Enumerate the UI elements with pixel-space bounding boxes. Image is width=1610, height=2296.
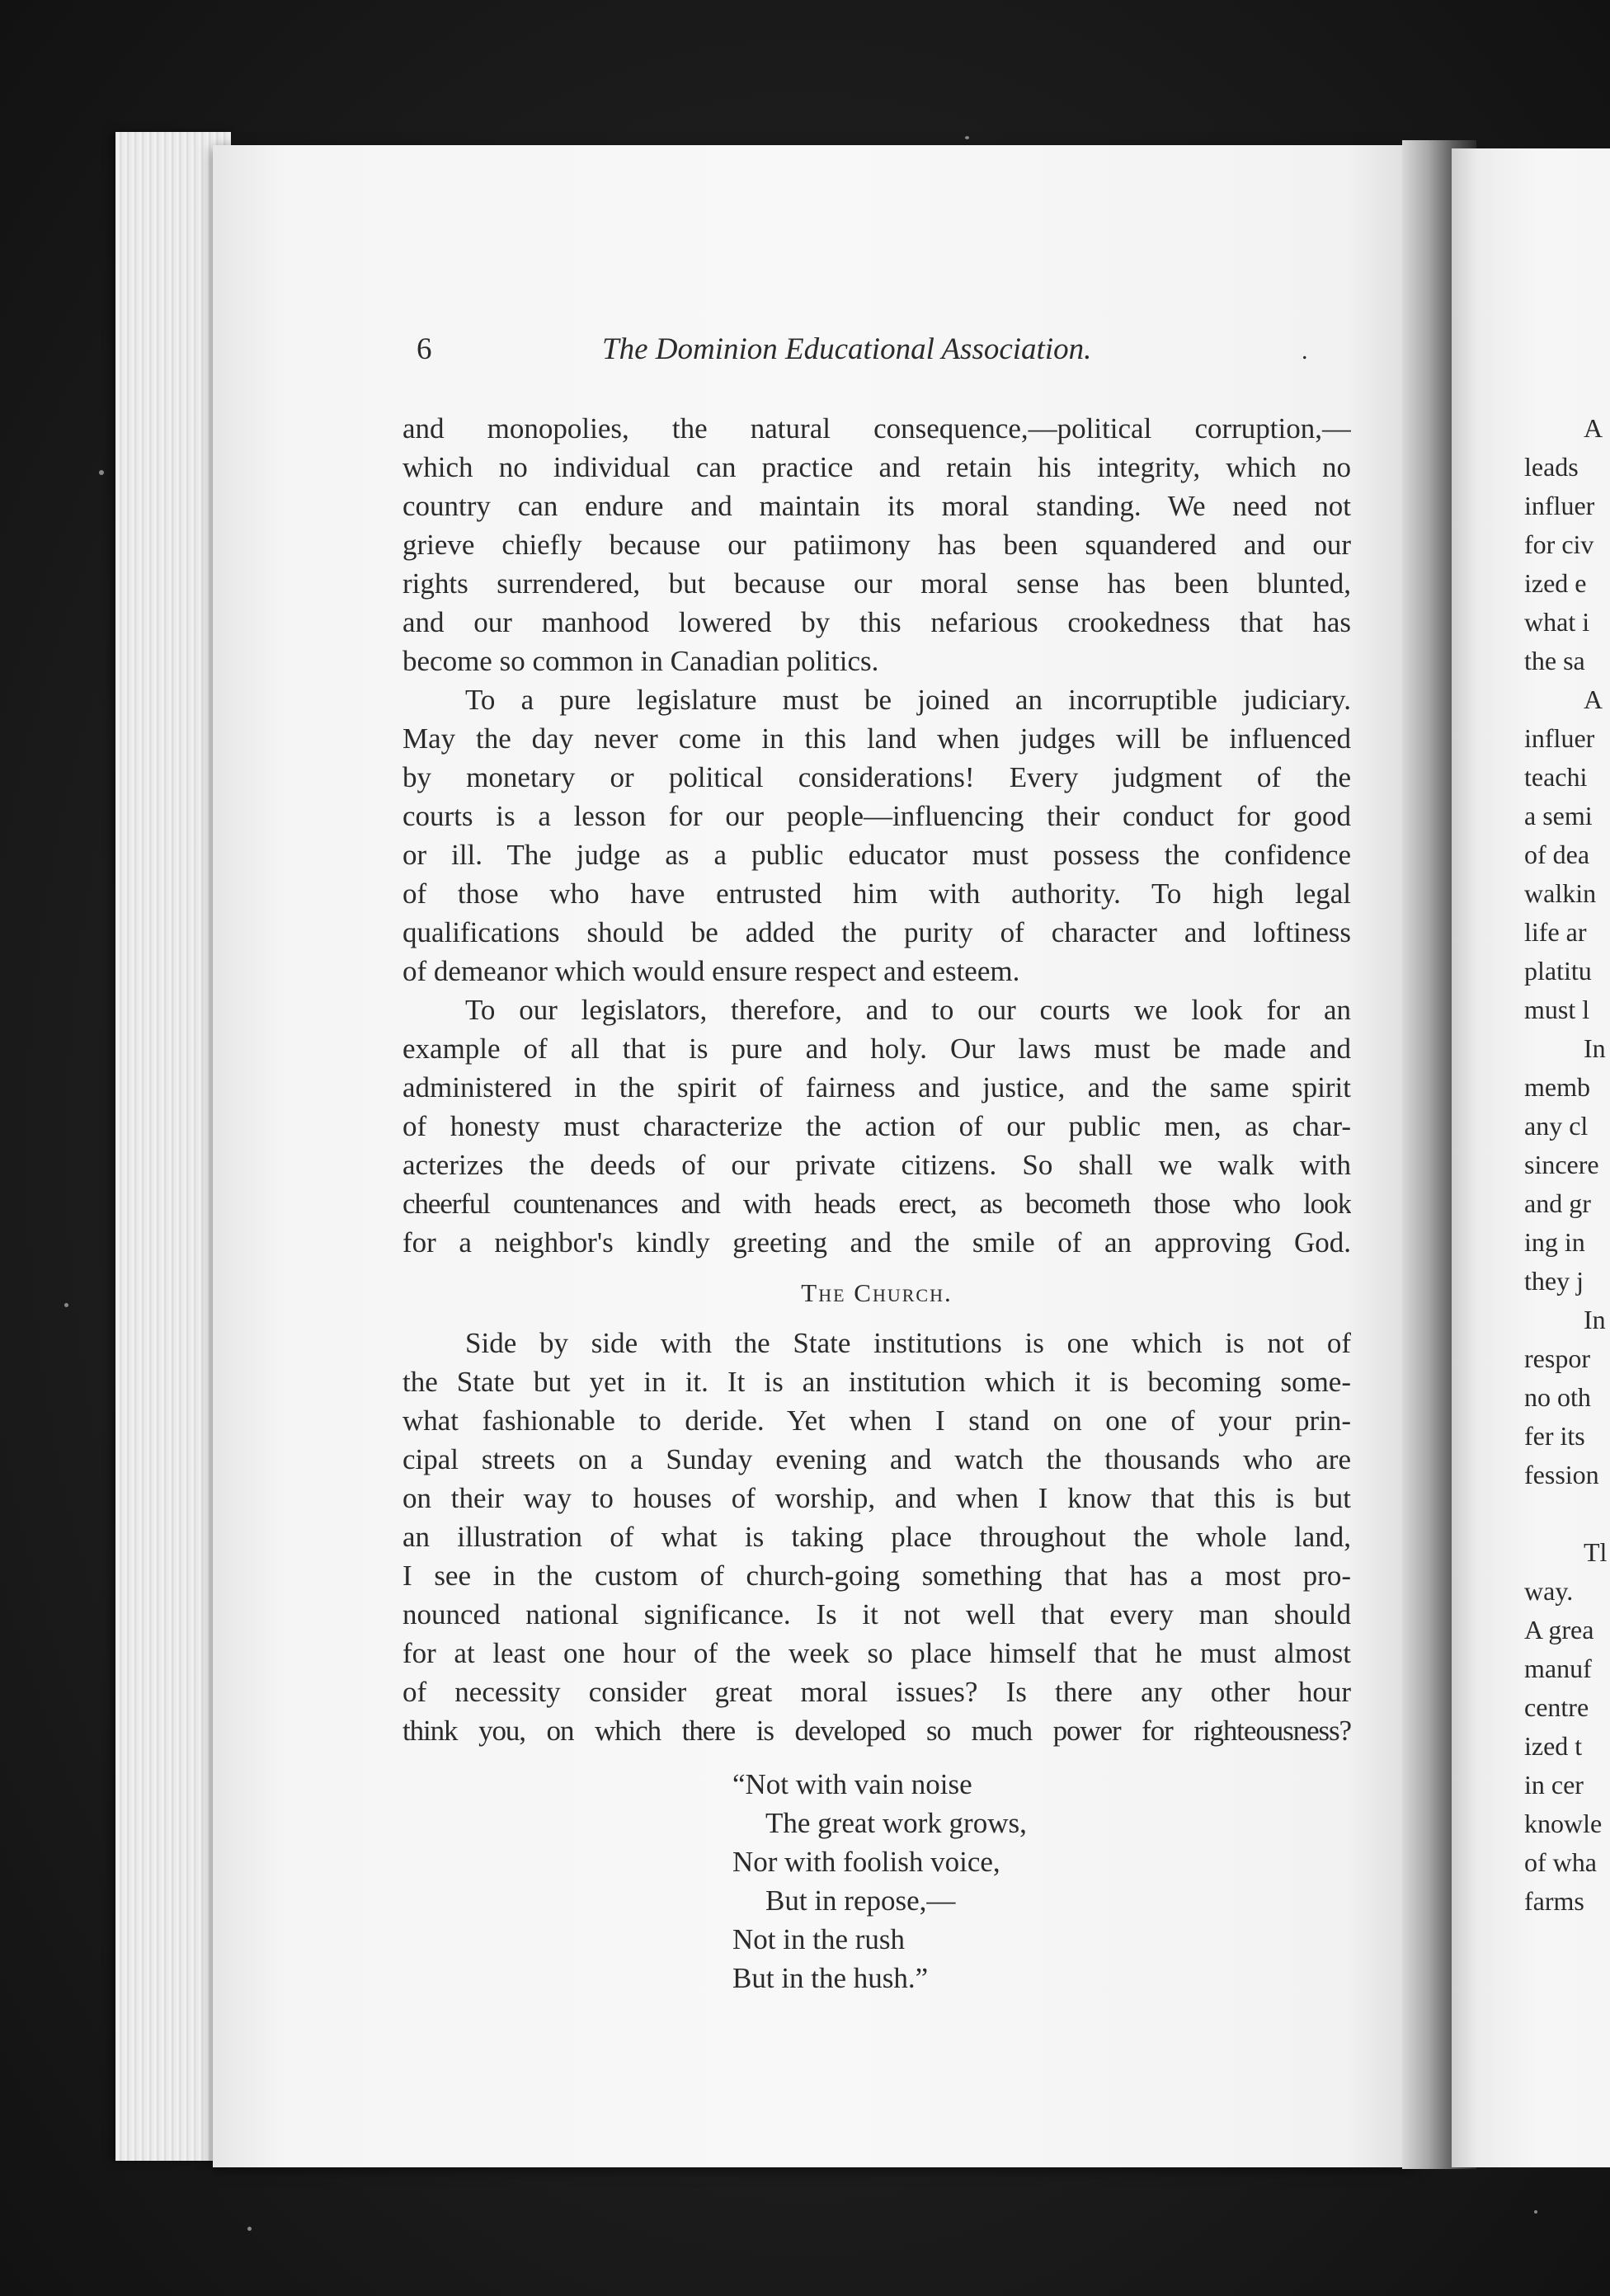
right-page-line-fragment: influer (1524, 723, 1595, 753)
text-line: administered in the spirit of fairness and justice, and the same spirit (402, 1071, 1351, 1103)
right-page-line-fragment: fer its (1524, 1421, 1585, 1451)
right-page-line-fragment: farms (1524, 1886, 1584, 1916)
running-title: The Dominion Educational Association. (602, 332, 1092, 366)
right-page-line-fragment: what i (1524, 607, 1590, 637)
right-page-line-fragment: a semi (1524, 801, 1593, 830)
right-page-line-fragment (1524, 1494, 1610, 1533)
text-line: for a neighbor's kindly greeting and the smile of an approving God. (402, 1226, 1351, 1259)
right-page-line-fragment: influer (1524, 491, 1595, 520)
text-line: country can endure and maintain its moral standing. We need not (402, 490, 1351, 522)
text-line: acterizes the deeds of our private citizens. So shall we walk with (402, 1149, 1351, 1181)
section-heading: The Church. (801, 1278, 953, 1307)
text-line: and our manhood lowered by this nefarious crookedness that has (402, 606, 1351, 638)
text-line: To a pure legislature must be joined an incorruptible judiciary. (465, 684, 1351, 716)
text-line: of honesty must characterize the action of our public men, as char- (402, 1110, 1351, 1142)
paragraph (402, 990, 1351, 1262)
text-line: grieve chiefly because our patiimony has been squandered and our (402, 529, 1351, 561)
text-line: To our legislators, therefore, and to our courts we look for an (465, 994, 1351, 1026)
text-line: the State but yet in it. It is an institution which it is becoming some- (402, 1366, 1351, 1398)
text-line: an illustration of what is taking place throughout the whole land, (402, 1521, 1351, 1553)
right-page-line-fragment: walkin (1524, 878, 1597, 908)
poem-quotation (732, 1765, 1027, 1997)
text-line: for at least one hour of the week so place himself that he must almost (402, 1637, 1351, 1669)
text-line: or ill. The judge as a public educator must possess the confidence (402, 839, 1351, 871)
page-number: 6 (417, 332, 432, 366)
right-page-line-fragment: of wha (1524, 1847, 1597, 1877)
text-line: become so common in Canadian politics. (402, 645, 879, 677)
right-page-line-fragment: no oth (1524, 1382, 1591, 1412)
text-line: May the day never come in this land when judges will be influenced (402, 722, 1351, 755)
right-page-line-fragment: they j (1524, 1266, 1584, 1296)
text-line: what fashionable to deride. Yet when I stand on one of your prin- (402, 1404, 1351, 1437)
text-line: of necessity consider great moral issues? Is there any other hour (402, 1676, 1351, 1708)
right-page-line-fragment: any cl (1524, 1111, 1589, 1141)
text-line: cipal streets on a Sunday evening and watch the thousands who are (402, 1443, 1351, 1475)
text-line: qualifications should be added the purity of character and loftiness (402, 916, 1351, 948)
right-page-line-fragment: sincere (1524, 1150, 1599, 1179)
right-page-text-fragments (1524, 409, 1610, 1921)
right-page-line-fragment: A (1584, 685, 1603, 714)
text-line: think you, on which there is developed so much power for righteousness? (402, 1715, 1351, 1747)
text-line: I see in the custom of church-going something that has a most pro- (402, 1560, 1351, 1592)
poem-line: But in repose,— (765, 1884, 956, 1917)
text-line: rights surrendered, but because our moral sense has been blunted, (402, 567, 1351, 600)
right-page-line-fragment: way. (1524, 1576, 1574, 1606)
right-page-line-fragment: for civ (1524, 529, 1594, 559)
right-page-line-fragment: manuf (1524, 1654, 1592, 1683)
text-line: by monetary or political considerations! Every judgment of the (402, 761, 1351, 793)
right-page-line-fragment: in cer (1524, 1770, 1584, 1800)
dust-speck (99, 470, 104, 475)
dust-speck (64, 1303, 68, 1307)
right-page-line-fragment: A grea (1524, 1615, 1594, 1644)
right-page-line-fragment: fession (1524, 1460, 1599, 1489)
poem-line: Not in the rush (732, 1923, 906, 1955)
right-page-line-fragment: respor (1524, 1343, 1590, 1373)
right-page-line-fragment: must l (1524, 995, 1590, 1024)
text-line: cheerful countenances and with heads erect, as becometh those who look (402, 1188, 1351, 1220)
text-line: Side by side with the State institutions is one which is not of (465, 1327, 1351, 1359)
poem-line: Nor with foolish voice, (732, 1846, 1000, 1878)
right-page-line-fragment: teachi (1524, 762, 1588, 792)
paragraph (402, 1324, 1351, 1750)
right-page-line-fragment: leads (1524, 452, 1579, 482)
right-page-line-fragment: centre (1524, 1692, 1589, 1722)
right-page-line-fragment: and gr (1524, 1188, 1591, 1218)
dust-speck (247, 2227, 252, 2231)
right-page-line-fragment: the sa (1524, 646, 1585, 675)
body-text-column (402, 409, 1351, 1750)
poem-line: “Not with vain noise (732, 1768, 972, 1800)
text-line: which no individual can practice and retain his integrity, which no (402, 451, 1351, 483)
right-page-line-fragment: knowle (1524, 1809, 1603, 1838)
text-line: nounced national significance. Is it not well that every man should (402, 1598, 1351, 1630)
right-page-line-fragment: platitu (1524, 956, 1592, 986)
right-page-line-fragment: A (1584, 413, 1603, 443)
text-line: of those who have entrusted him with authority. To high legal (402, 877, 1351, 910)
right-page-line-fragment: life ar (1524, 917, 1587, 947)
right-page-line-fragment: Tl (1584, 1537, 1608, 1567)
running-head-mark: . (1302, 337, 1308, 365)
dust-speck (1534, 2210, 1537, 2214)
poem-line: But in the hush.” (732, 1962, 929, 1994)
paragraph (402, 680, 1351, 990)
right-page-line-fragment: In (1584, 1305, 1606, 1334)
paragraph (402, 409, 1351, 680)
text-line: courts is a lesson for our people—influencing their conduct for good (402, 800, 1351, 832)
right-page-line-fragment: ized e (1524, 568, 1587, 598)
text-line: and monopolies, the natural consequence,—political corruption,— (402, 412, 1351, 445)
right-page-line-fragment: of dea (1524, 840, 1590, 869)
poem-line: The great work grows, (765, 1807, 1027, 1839)
right-page-line-fragment: ized t (1524, 1731, 1583, 1761)
text-line: on their way to houses of worship, and when I know that this is but (402, 1482, 1351, 1514)
text-line: of demeanor which would ensure respect and esteem. (402, 955, 1020, 987)
right-page-line-fragment: ing in (1524, 1227, 1585, 1257)
right-page-line-fragment: memb (1524, 1072, 1590, 1102)
right-page-line-fragment: In (1584, 1033, 1606, 1063)
dust-speck (965, 136, 969, 139)
text-line: example of all that is pure and holy. Our laws must be made and (402, 1033, 1351, 1065)
